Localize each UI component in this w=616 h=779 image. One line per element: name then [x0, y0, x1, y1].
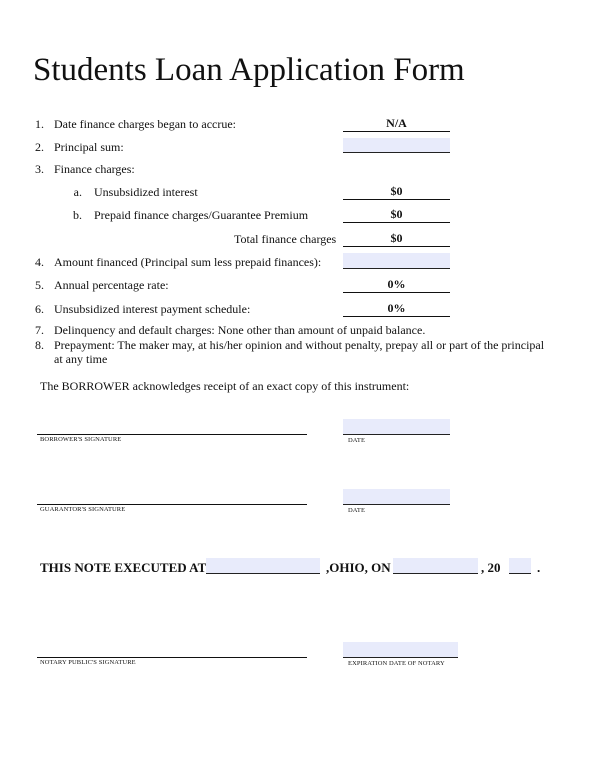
- item-number-3b: b.: [73, 208, 82, 222]
- item-number-3a: a.: [73, 185, 82, 199]
- guarantor-signature-line[interactable]: [37, 504, 307, 505]
- value-annual-percentage-rate: 0%: [343, 277, 450, 293]
- item-number-7: 7.: [35, 323, 44, 337]
- guarantor-signature-label: GUARANTOR'S SIGNATURE: [40, 506, 126, 513]
- execution-period: .: [537, 560, 541, 575]
- value-unsubsidized-interest: $0: [343, 184, 450, 200]
- item-label-6: Unsubsidized interest payment schedule:: [54, 302, 251, 316]
- notary-signature-line[interactable]: [37, 657, 307, 658]
- item-number-2: 2.: [35, 140, 44, 154]
- notary-signature-label: NOTARY PUBLIC'S SIGNATURE: [40, 659, 136, 666]
- date-label-2: DATE: [348, 507, 366, 514]
- item-label-3a: Unsubsidized interest: [94, 185, 198, 199]
- expiration-date-field[interactable]: [343, 642, 458, 658]
- borrower-signature-line[interactable]: [37, 434, 307, 435]
- amount-financed-field[interactable]: [343, 253, 450, 269]
- date-field-2[interactable]: [343, 489, 450, 505]
- item-label-8-cont: at any time: [54, 352, 108, 366]
- item-label-4: Amount financed (Principal sum less prepaid finances):: [54, 255, 322, 269]
- item-number-5: 5.: [35, 278, 44, 292]
- borrower-signature-label: BORROWER'S SIGNATURE: [40, 436, 122, 443]
- item-label-1: Date finance charges began to accrue:: [54, 117, 237, 131]
- executed-at-field[interactable]: [206, 558, 320, 574]
- item-label-3b: Prepaid finance charges/Guarantee Premium: [94, 208, 309, 222]
- year-field[interactable]: [509, 558, 531, 574]
- acknowledgment-text: The BORROWER acknowledges receipt of an exact copy of this instrument:: [40, 379, 410, 393]
- executed-on-field[interactable]: [393, 558, 478, 574]
- executed-at-label: THIS NOTE EXECUTED AT: [40, 560, 207, 575]
- item-number-1: 1.: [35, 117, 44, 131]
- item-number-6: 6.: [35, 302, 44, 316]
- date-label-1: DATE: [348, 437, 366, 444]
- value-prepaid-finance-charges: $0: [343, 207, 450, 223]
- item-number-4: 4.: [35, 255, 44, 269]
- item-number-8: 8.: [35, 338, 44, 352]
- item-label-7: Delinquency and default charges: None other than amount of unpaid balance.: [54, 323, 426, 337]
- year-prefix-label: , 20: [481, 560, 501, 575]
- item-label-2: Principal sum:: [54, 140, 124, 154]
- item-number-3: 3.: [35, 162, 44, 176]
- ohio-on-label: ,OHIO, ON: [326, 560, 391, 575]
- value-interest-payment-schedule: 0%: [343, 301, 450, 317]
- item-label-5: Annual percentage rate:: [54, 278, 169, 292]
- total-finance-charges-label: Total finance charges: [234, 232, 337, 246]
- page-title: Students Loan Application Form: [33, 52, 465, 88]
- item-label-8: Prepayment: The maker may, at his/her opinion and without penalty, prepay all or part of the principal: [54, 338, 545, 352]
- item-label-3: Finance charges:: [54, 162, 135, 176]
- expiration-date-label: EXPIRATION DATE OF NOTARY: [348, 660, 445, 667]
- value-date-finance-charges: N/A: [343, 116, 450, 132]
- principal-sum-field[interactable]: [343, 138, 450, 153]
- value-total-finance-charges: $0: [343, 231, 450, 247]
- date-field-1[interactable]: [343, 419, 450, 435]
